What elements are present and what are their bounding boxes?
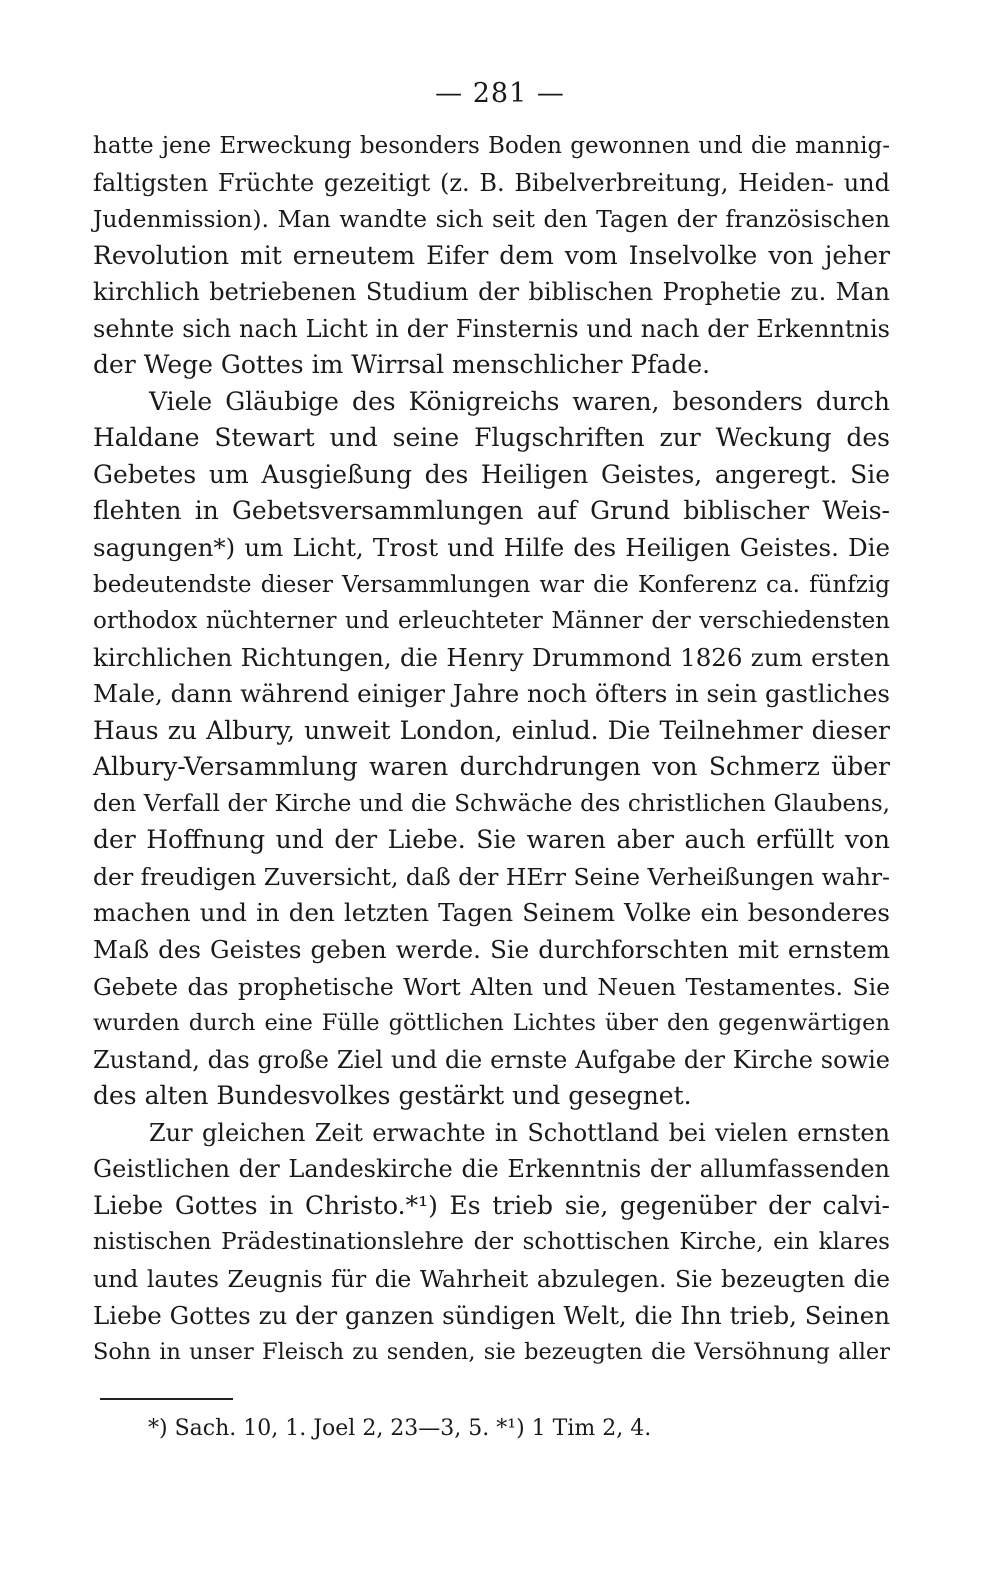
text-line: wurden durch eine Fülle göttlichen Lichtes über den gegenwärtigen	[93, 1010, 890, 1037]
text-line: den Verfall der Kirche und die Schwäche des christlichen Glaubens,	[93, 790, 890, 817]
text-line: der Hoffnung und der Liebe. Sie waren aber auch erfüllt von	[93, 825, 890, 855]
text-line: Liebe Gottes in Christo.*¹) Es trieb sie, gegenüber der calvi-	[93, 1190, 890, 1220]
text-line: Zustand, das große Ziel und die ernste Aufgabe der Kirche sowie	[93, 1045, 890, 1074]
text-line: kirchlich betriebenen Studium der biblischen Prophetie zu. Man	[93, 278, 890, 307]
text-line: Judenmission). Man wandte sich seit den Tagen der französischen	[93, 205, 890, 234]
text-line: Haldane Stewart und seine Flugschriften zur Weckung des	[93, 423, 890, 453]
text-line: Liebe Gottes zu der ganzen sündigen Welt, die Ihn trieb, Seinen	[93, 1300, 890, 1330]
text-line: orthodox nüchterner und erleuchteter Männer der verschiedensten	[93, 608, 890, 635]
text-line: sehnte sich nach Licht in der Finsternis und nach der Erkenntnis	[93, 314, 890, 343]
text-line: Male, dann während einiger Jahre noch öfters in sein gastliches	[93, 679, 890, 709]
text-line: Zur gleichen Zeit erwachte in Schottland bei vielen ernsten	[149, 1118, 890, 1147]
paragraph-3	[93, 1115, 890, 1371]
footnote-divider	[100, 1398, 233, 1400]
text-line: sagungen*) um Licht, Trost und Hilfe des Heiligen Geistes. Die	[93, 533, 890, 563]
text-line: Viele Gläubige des Königreichs waren, besonders durch	[149, 386, 890, 416]
paragraph-2	[93, 384, 890, 1115]
body-text	[93, 128, 890, 1371]
text-line: Sohn in unser Fleisch zu senden, sie bezeugten die Versöhnung aller	[93, 1339, 890, 1366]
text-line: Albury-Versammlung waren durchdrungen von Schmerz über	[93, 752, 890, 782]
text-line: und lautes Zeugnis für die Wahrheit abzulegen. Sie bezeugten die	[93, 1264, 890, 1293]
footnote: *) Sach. 10, 1. Joel 2, 23—3, 5. *¹) 1 Tim 2, 4.	[148, 1416, 652, 1441]
text-line: Gebetes um Ausgießung des Heiligen Geistes, angeregt. Sie	[93, 459, 890, 489]
text-line: Maß des Geistes geben werde. Sie durchforschten mit ernstem	[93, 935, 890, 965]
text-line: Haus zu Albury, unweit London, einlud. Die Teilnehmer dieser	[93, 715, 890, 745]
text-line: hatte jene Erweckung besonders Boden gewonnen und die mannig-	[93, 133, 890, 159]
text-line: nistischen Prädestinationslehre der schottischen Kirche, ein klares	[93, 1229, 890, 1256]
text-line: der Wege Gottes im Wirrsal menschlicher Pfade.	[93, 350, 711, 380]
text-line: Gebete das prophetische Wort Alten und Neuen Testamentes. Sie	[93, 972, 890, 1001]
text-line: kirchlichen Richtungen, die Henry Drummond 1826 zum ersten	[93, 642, 890, 672]
page-number: — 281 —	[435, 78, 565, 109]
text-line: bedeutendste dieser Versammlungen war die Konferenz ca. fünfzig	[93, 571, 890, 598]
text-line: faltigsten Früchte gezeitigt (z. B. Bibelverbreitung, Heiden- und	[93, 168, 890, 197]
paragraph-1	[93, 128, 890, 384]
text-line: machen und in den letzten Tagen Seinem Volke ein besonderes	[93, 898, 890, 928]
text-line: der freudigen Zuversicht, daß der HErr Seine Verheißungen wahr-	[93, 862, 890, 891]
text-line: flehten in Gebetsversammlungen auf Grund biblischer Weis-	[93, 496, 890, 526]
text-line: des alten Bundesvolkes gestärkt und gesegnet.	[93, 1081, 692, 1111]
text-line: Geistlichen der Landeskirche die Erkenntnis der allumfassenden	[93, 1155, 890, 1184]
text-line: Revolution mit erneutem Eifer dem vom Inselvolke von jeher	[93, 240, 890, 270]
